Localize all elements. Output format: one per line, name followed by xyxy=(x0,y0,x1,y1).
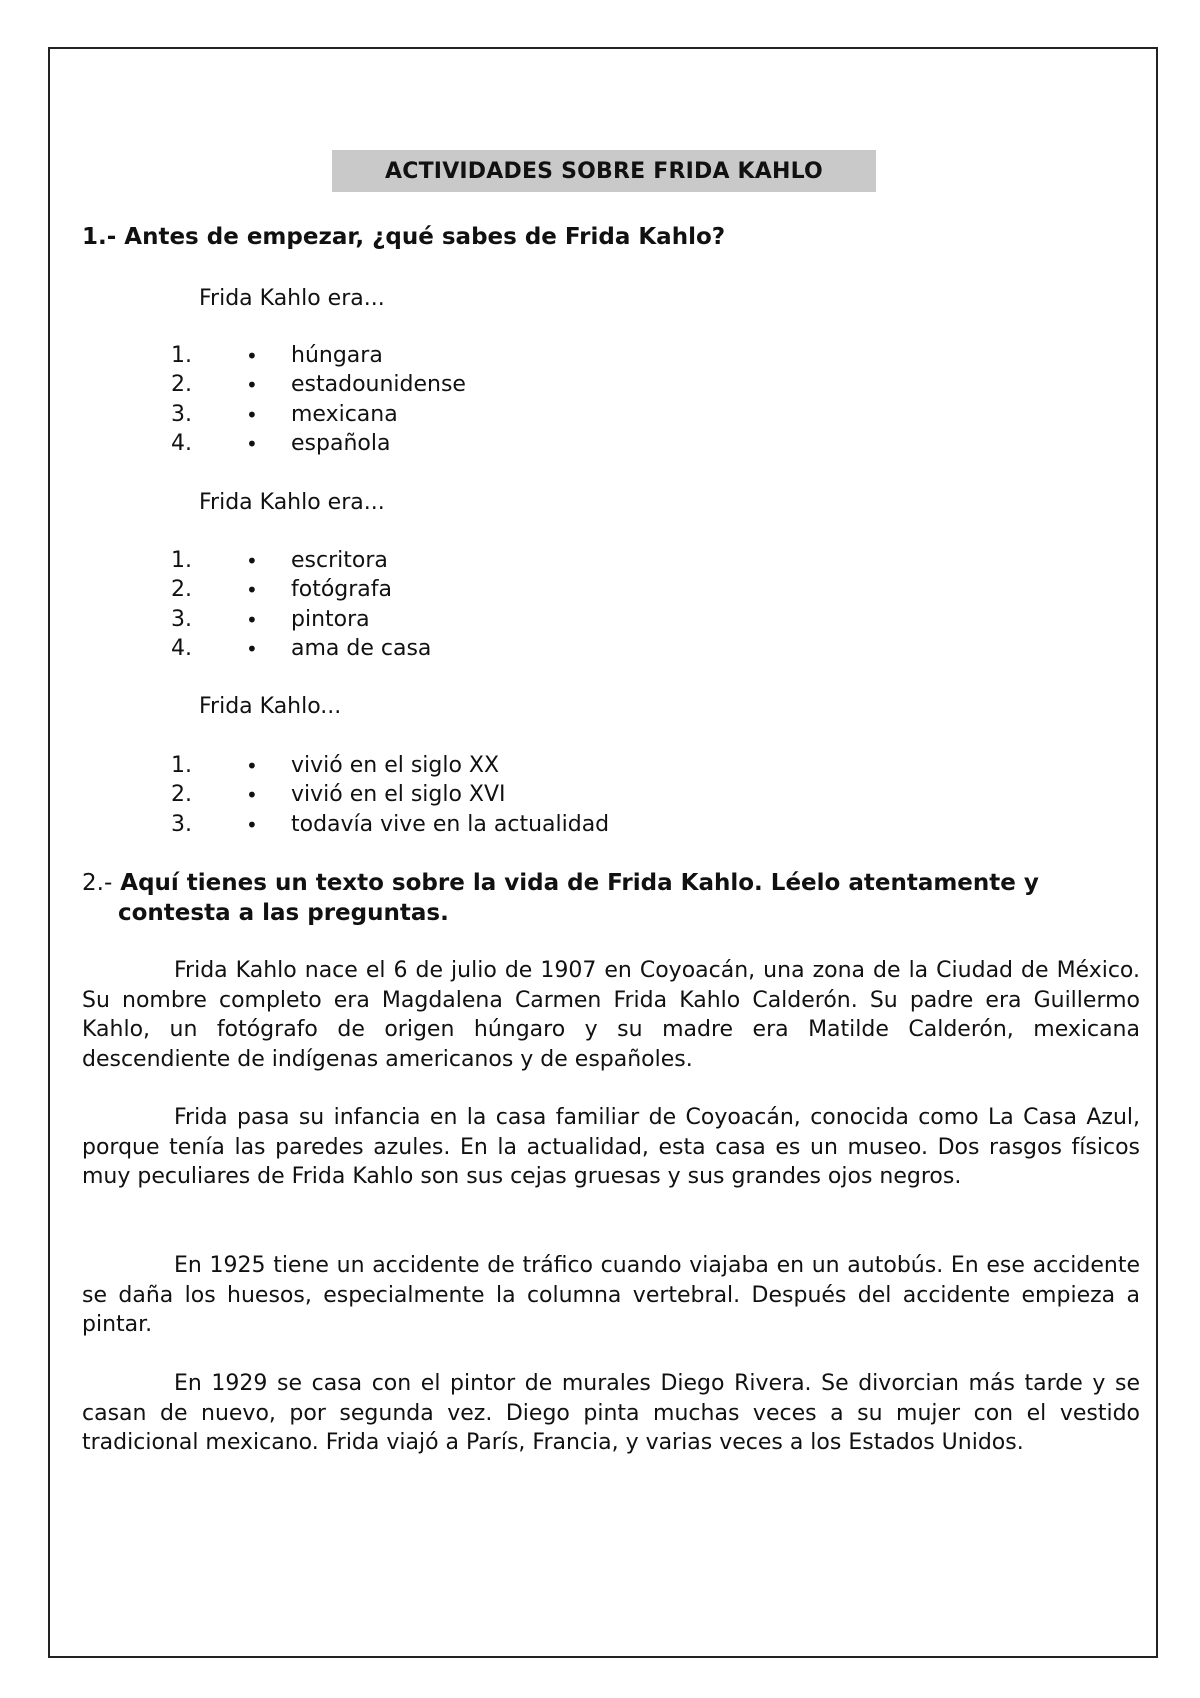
option-text: vivió en el siglo XX xyxy=(291,753,500,778)
option-number: 1. xyxy=(171,343,192,368)
paragraph-1: Frida Kahlo nace el 6 de julio de 1907 en Coyoacán, una zona de la Ciudad de México. Su nombre completo era Magdalena Carmen Frida Kahlo Calderón. Su padre era Guillermo Kahlo, un fotógrafo de origen húngaro y su madre era Matilde Calderón, mexicana descendiente de indígenas americanos y de españoles. xyxy=(82,958,1140,1072)
option-number: 2. xyxy=(171,577,192,602)
bullet-icon: • xyxy=(246,343,258,368)
option-text: pintora xyxy=(291,607,370,632)
bullet-icon: • xyxy=(246,812,258,837)
option-number: 3. xyxy=(171,402,192,427)
option-text: mexicana xyxy=(291,402,398,427)
option-text: estadounidense xyxy=(291,372,466,397)
question-2-text-line-1: Aquí tienes un texto sobre la vida de Frida Kahlo. Léelo atentamente y xyxy=(120,870,1039,896)
option-item xyxy=(171,605,370,634)
option-number: 3. xyxy=(171,812,192,837)
option-number: 2. xyxy=(171,782,192,807)
option-number: 4. xyxy=(171,431,192,456)
option-number: 1. xyxy=(171,548,192,573)
option-text: española xyxy=(291,431,391,456)
option-item xyxy=(171,370,466,399)
option-item xyxy=(171,546,388,575)
bullet-icon: • xyxy=(246,372,258,397)
group-2-lead: Frida Kahlo era... xyxy=(199,490,385,515)
option-item xyxy=(171,341,383,370)
bullet-icon: • xyxy=(246,753,258,778)
paragraph-3: En 1925 tiene un accidente de tráfico cuando viajaba en un autobús. En ese accidente se daña los huesos, especialmente la columna vertebral. Después del accidente empieza a pintar. xyxy=(82,1253,1140,1337)
option-item xyxy=(171,751,499,780)
option-number: 4. xyxy=(171,636,192,661)
bullet-icon: • xyxy=(246,577,258,602)
option-text: húngara xyxy=(291,343,383,368)
bullet-icon: • xyxy=(246,607,258,632)
option-item xyxy=(171,780,506,809)
option-item xyxy=(171,400,398,429)
option-item xyxy=(171,575,392,604)
bullet-icon: • xyxy=(246,431,258,456)
group-3-lead: Frida Kahlo... xyxy=(199,694,342,719)
worksheet-title-text: ACTIVIDADES SOBRE FRIDA KAHLO xyxy=(385,158,823,184)
question-2-heading xyxy=(82,868,1140,928)
bullet-icon: • xyxy=(246,782,258,807)
bullet-icon: • xyxy=(246,402,258,427)
bullet-icon: • xyxy=(246,548,258,573)
option-text: escritora xyxy=(291,548,388,573)
paragraph-4: En 1929 se casa con el pintor de murales Diego Rivera. Se divorcian más tarde y se casan de nuevo, por segunda vez. Diego pinta muchas veces a su mujer con el vestido tradicional mexicano. Frida viajó a París, Francia, y varias veces a los Estados Unidos. xyxy=(82,1371,1140,1455)
option-item xyxy=(171,429,390,458)
option-text: fotógrafa xyxy=(291,577,393,602)
option-number: 1. xyxy=(171,753,192,778)
option-item xyxy=(171,810,609,839)
option-text: todavía vive en la actualidad xyxy=(291,812,610,837)
paragraph-2: Frida pasa su infancia en la casa familiar de Coyoacán, conocida como La Casa Azul, porque tenía las paredes azules. En la actualidad, esta casa es un museo. Dos rasgos físicos muy peculiares de Frida Kahlo son sus cejas gruesas y sus grandes ojos negros. xyxy=(82,1105,1140,1189)
question-2-text-line-2: contesta a las preguntas. xyxy=(118,900,449,926)
question-1-heading: 1.- Antes de empezar, ¿qué sabes de Frida Kahlo? xyxy=(82,224,726,250)
question-2-line-1 xyxy=(82,868,1140,898)
option-text: ama de casa xyxy=(291,636,432,661)
option-number: 2. xyxy=(171,372,192,397)
group-1-lead: Frida Kahlo era... xyxy=(199,286,385,311)
bullet-icon: • xyxy=(246,636,258,661)
option-number: 3. xyxy=(171,607,192,632)
worksheet-title xyxy=(332,150,876,192)
option-text: vivió en el siglo XVI xyxy=(291,782,506,807)
option-item xyxy=(171,634,431,663)
question-2-number: 2.- xyxy=(82,870,113,896)
